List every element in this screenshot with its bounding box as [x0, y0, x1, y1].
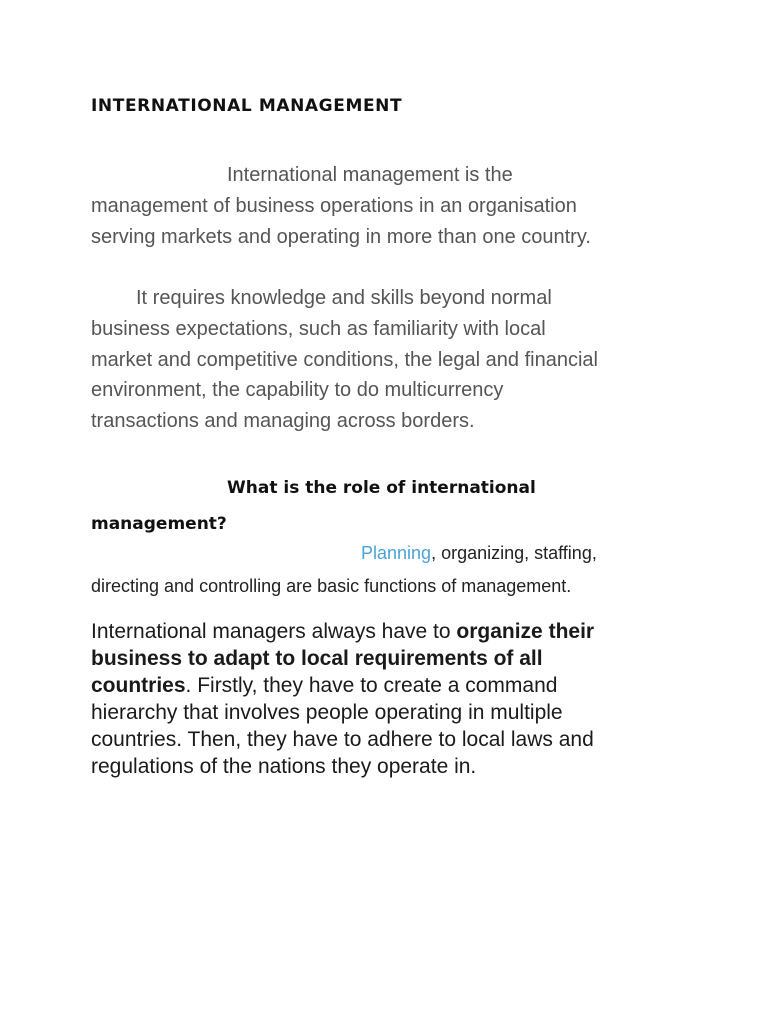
intro-line: serving markets and operating in more than one country. — [91, 226, 591, 248]
managers-line — [91, 618, 594, 645]
planning-highlight: Planning — [361, 543, 432, 563]
requirements-line: market and competitive conditions, the legal and financial — [91, 348, 598, 371]
document-title: INTERNATIONAL MANAGEMENT — [91, 96, 403, 116]
requirements-line: business expectations, such as familiarity with local — [91, 317, 546, 340]
managers-text: . Firstly, they have to create a command — [185, 674, 558, 697]
functions-paragraph — [91, 537, 597, 603]
managers-line — [91, 645, 594, 672]
managers-line — [91, 699, 594, 726]
question-line: What is the role of international — [227, 478, 536, 498]
question-line: management? — [91, 514, 227, 534]
section-question-heading — [91, 470, 536, 542]
managers-emphasis: organize their — [456, 620, 595, 643]
intro-line: International management is the — [227, 164, 513, 186]
managers-paragraph — [91, 618, 594, 780]
intro-paragraph — [91, 160, 591, 253]
managers-line — [91, 726, 594, 753]
managers-text: regulations of the nations they operate in. — [91, 755, 477, 778]
intro-line: management of business operations in an organisation — [91, 195, 577, 217]
managers-emphasis: business to adapt to local requirements of all — [91, 647, 543, 670]
requirements-paragraph — [91, 283, 598, 437]
requirements-line: environment, the capability to do multicurrency — [91, 379, 504, 402]
requirements-line: transactions and managing across borders. — [91, 410, 475, 433]
managers-line — [91, 672, 594, 699]
managers-text: countries. Then, they have to adhere to local laws and — [91, 728, 594, 751]
managers-emphasis: countries — [91, 674, 186, 697]
functions-line — [91, 537, 597, 570]
managers-text: hierarchy that involves people operating in multiple — [91, 701, 563, 724]
functions-line: directing and controlling are basic functions of management. — [91, 576, 572, 596]
functions-line-rest: , organizing, staffing, — [431, 543, 597, 563]
requirements-line: It requires knowledge and skills beyond normal — [136, 287, 552, 309]
managers-line — [91, 753, 594, 780]
managers-text: International managers always have to — [91, 620, 457, 643]
